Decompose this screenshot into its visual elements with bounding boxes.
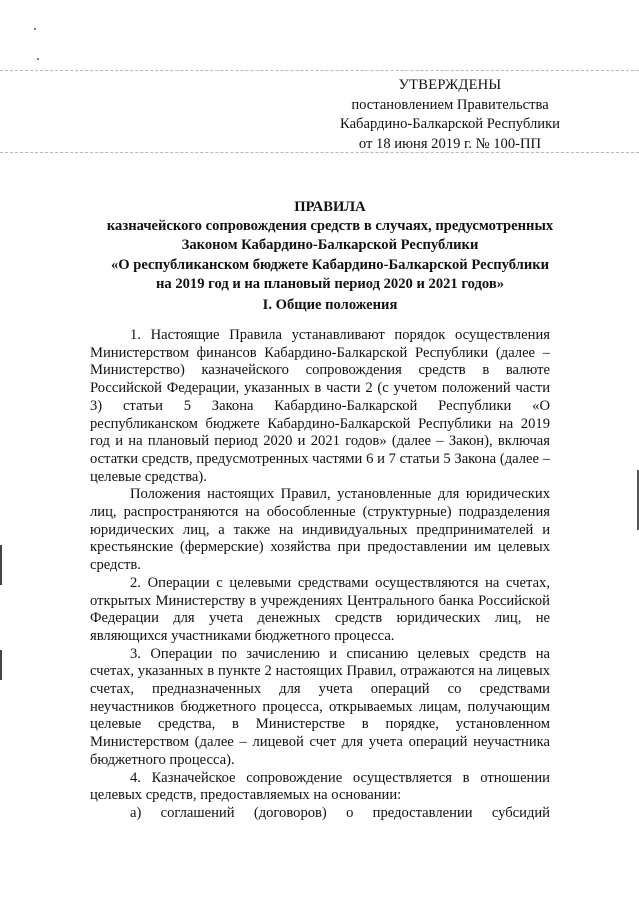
title-heading: ПРАВИЛА [294,199,366,215]
approval-title: УТВЕРЖДЕНЫ [398,77,502,93]
document-title [60,198,600,294]
scan-edge-mark [0,650,2,680]
section-heading: I. Общие положения [262,297,398,313]
paragraph: 2. Операции с целевыми средствами осуществляются на счетах, открытых Министерству в учреждениях Центрального банка Российской Федерации для учета денежных средств юридических лиц, не являющихся участниками бюджетного процесса. [90,574,550,644]
paragraph: 4. Казначейское сопровождение осуществляется в отношении целевых средств, предоставляемых на основании: [90,769,550,804]
document-body [90,327,550,823]
approval-line: постановлением Правительства [351,96,549,113]
scan-speck [37,58,39,60]
title-line: Законом Кабардино-Балкарской Республики [181,237,479,254]
scan-line-top [0,70,639,71]
paragraph: 1. Настоящие Правила устанавливают порядок осуществления Министерством финансов Кабардино-Балкарской Республики (далее – Министерство) казначейского сопровождения средств в валюте Российской Федерации, указанных в части 2 (с учетом положений части 3) статьи 5 Закона Кабардино-Балкарской Республики «О республиканском бюджете Кабардино-Балкарской Республики на 2019 год и на плановый период 2020 и 2021 годов» (далее – Закон), включая остатки средств, предусмотренных частями 6 и 7 статьи 5 Закона (далее – целевые средства). [90,327,550,485]
approval-block [300,76,600,154]
approval-line: Кабардино-Балкарской Республики [340,116,560,132]
paragraph: 3. Операции по зачислению и списанию целевых средств на счетах, указанных в пункте 2 настоящих Правил, отражаются на лицевых счетах, предназначенных для учета операций со средствами неучастников бюджетного процесса, открываемых лицам, получающим целевые средства, в Министерстве в порядке, установленном Министерством (далее – лицевой счет для учета операций неучастника бюджетного процесса). [90,645,550,768]
paragraph: Положения настоящих Правил, установленные для юридических лиц, распространяются на обособленные (структурные) подразделения юридических лиц, а также на индивидуальных предпринимателей и крестьянские (фермерские) хозяйства при предоставлении им целевых средств. [90,486,550,574]
scan-edge-mark [0,545,2,585]
title-line: на 2019 год и на плановый период 2020 и 2021 годов» [155,275,505,292]
approval-date-line: от 18 июня 2019 г. № 100-ПП [358,135,542,152]
paragraph: а) соглашений (договоров) о предоставлении субсидий [130,804,550,821]
title-line: казначейского сопровождения средств в случаях, предусмотренных [106,218,554,235]
scan-speck [34,28,36,30]
title-line: «О республиканском бюджете Кабардино-Балкарской Республики [110,256,550,273]
